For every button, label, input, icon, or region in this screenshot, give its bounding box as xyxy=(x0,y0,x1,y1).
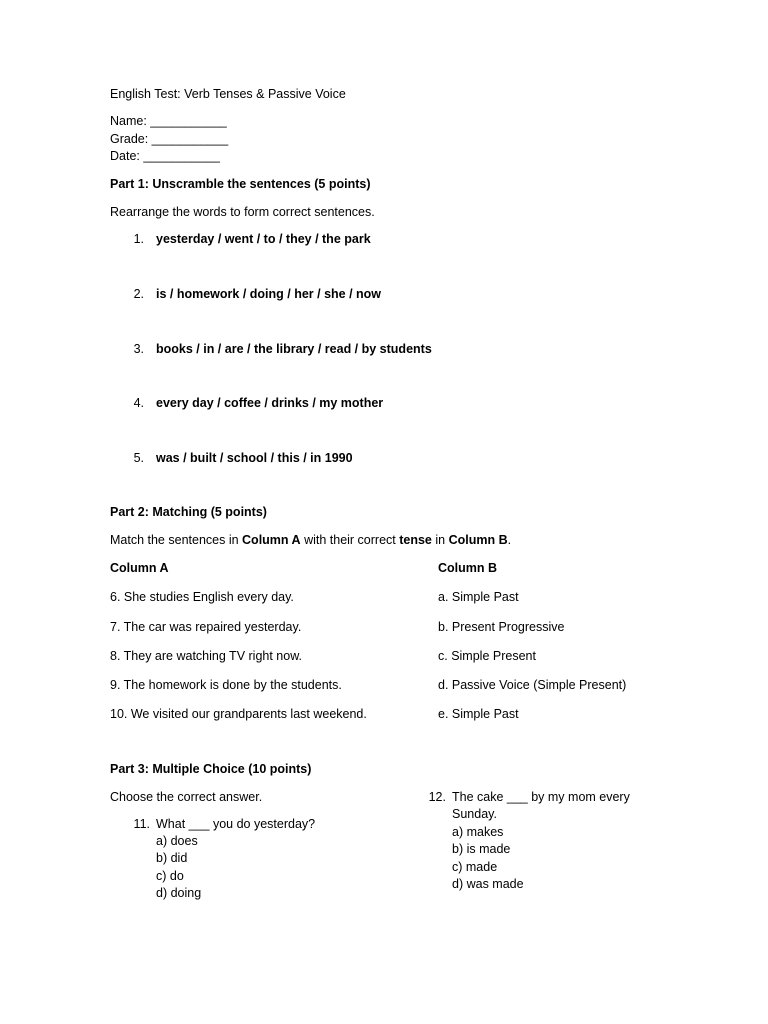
answer-options xyxy=(156,833,201,902)
answer-option: d) doing xyxy=(156,885,202,900)
document-title: English Test: Verb Tenses & Passive Voice xyxy=(110,87,346,101)
answer-option: d) was made xyxy=(452,876,524,891)
instruction-emphasis: tense xyxy=(399,533,432,547)
column-b-item: e. Simple Past xyxy=(438,707,519,721)
item-text: is / homework / doing / her / she / now xyxy=(156,287,382,301)
column-b-item: c. Simple Present xyxy=(438,649,536,663)
part3-heading: Part 3: Multiple Choice (10 points) xyxy=(110,762,312,776)
column-a-item: 10. We visited our grandparents last weekend. xyxy=(110,707,367,721)
date-field: Date: ___________ xyxy=(110,149,220,163)
instruction-text: in xyxy=(431,533,449,547)
answer-option: a) does xyxy=(156,834,198,848)
item-number: 1. xyxy=(133,232,144,246)
instruction-emphasis: Column A xyxy=(242,533,301,547)
answer-option: a) makes xyxy=(452,825,504,839)
column-b-item: d. Passive Voice (Simple Present) xyxy=(438,678,627,692)
question-text-line-1: The cake ___ by my mom every xyxy=(452,790,630,804)
part2-heading: Part 2: Matching (5 points) xyxy=(110,505,267,519)
item-text: every day / coffee / drinks / my mother xyxy=(156,396,384,410)
answer-option: b) did xyxy=(156,851,188,866)
instruction-emphasis: Column B xyxy=(448,533,508,547)
item-number: 4. xyxy=(133,396,144,410)
item-text: yesterday / went / to / they / the park xyxy=(156,232,371,246)
item-number: 5. xyxy=(133,451,144,465)
item-number: 3. xyxy=(133,342,144,356)
answer-option: c) do xyxy=(156,868,184,883)
part1-instruction: Rearrange the words to form correct sentences. xyxy=(110,205,375,219)
answer-options xyxy=(452,824,524,893)
column-a-item: 7. The car was repaired yesterday. xyxy=(110,620,302,634)
question-text-line-2: Sunday. xyxy=(452,807,497,821)
question-number: 12. xyxy=(428,790,446,804)
question-number: 11. xyxy=(133,817,150,831)
column-b-header: Column B xyxy=(438,561,498,575)
grade-field: Grade: ___________ xyxy=(110,132,229,146)
column-a-item: 8. They are watching TV right now. xyxy=(110,649,303,663)
part3-instruction: Choose the correct answer. xyxy=(110,790,263,804)
instruction-text: . xyxy=(507,533,512,547)
answer-option: c) made xyxy=(452,859,498,874)
column-b-item: b. Present Progressive xyxy=(438,620,565,634)
part2-instruction xyxy=(110,532,511,549)
column-a-item: 6. She studies English every day. xyxy=(110,590,294,604)
column-b-item: a. Simple Past xyxy=(438,590,519,604)
item-text: was / built / school / this / in 1990 xyxy=(156,451,353,465)
item-text: books / in / are / the library / read / by students xyxy=(156,342,432,356)
question-text: What ___ you do yesterday? xyxy=(156,817,316,831)
item-number: 2. xyxy=(133,287,144,301)
instruction-text: with their correct xyxy=(300,533,400,547)
instruction-text: Match the sentences in xyxy=(110,533,243,547)
name-field: Name: ___________ xyxy=(110,114,227,128)
part1-heading: Part 1: Unscramble the sentences (5 points) xyxy=(110,177,371,191)
column-a-item: 9. The homework is done by the students. xyxy=(110,678,342,692)
column-a-header: Column A xyxy=(110,561,169,575)
answer-option: b) is made xyxy=(452,842,511,857)
